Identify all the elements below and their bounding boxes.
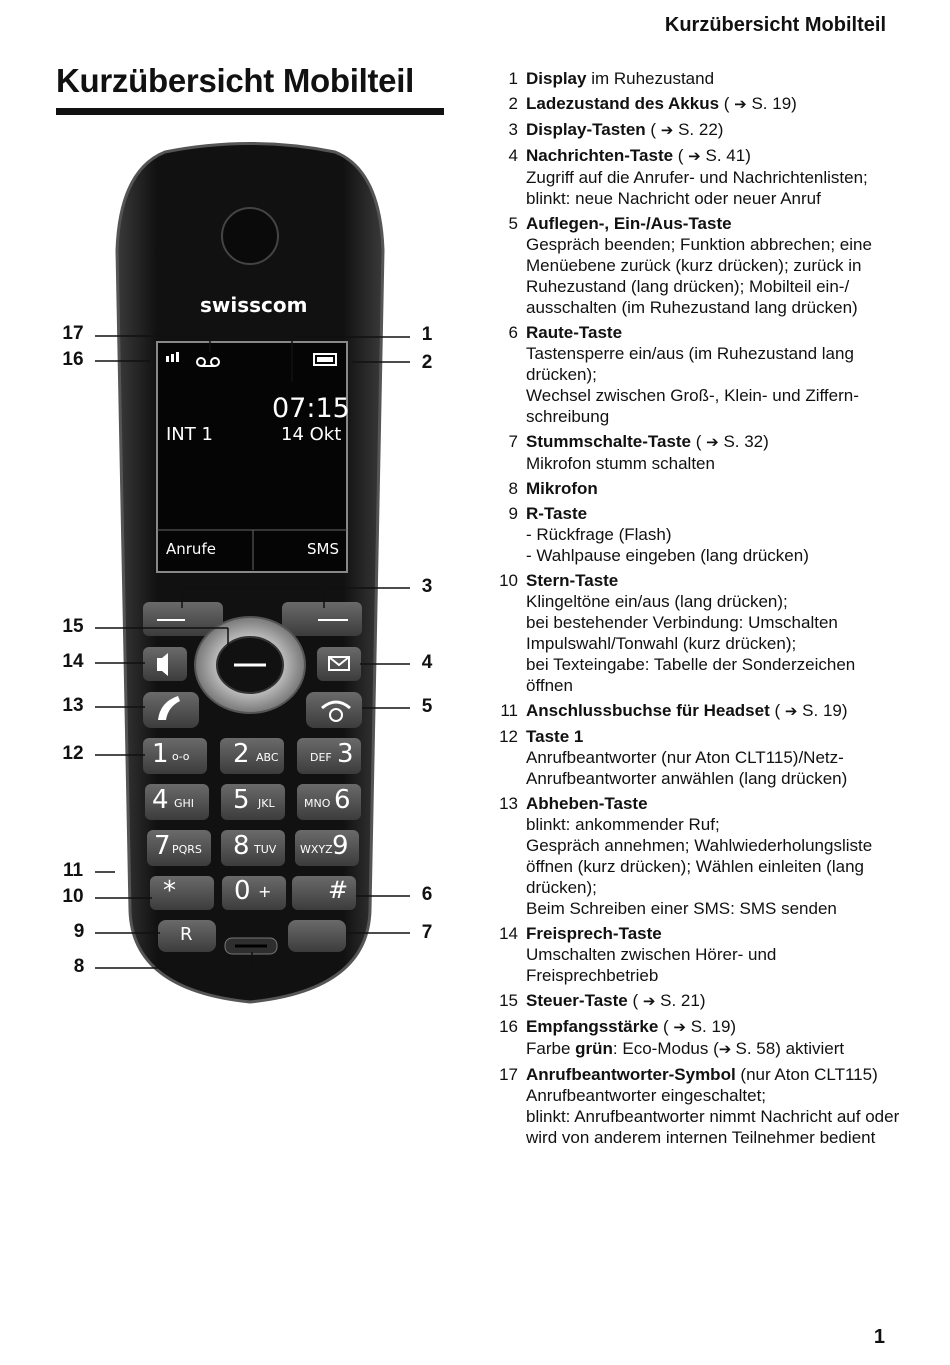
legend-description: - Rückfrage (Flash) xyxy=(526,525,672,544)
key-2-sub: ABC xyxy=(256,751,279,764)
page-reference: ( ➔ S. 19) xyxy=(658,1017,737,1036)
legend-description: Gespräch annehmen; Wahlwiederholungsliste öffnen (kurz drücken); Wählen einleiten (lang drücken); xyxy=(526,836,873,897)
arrow-right-icon: ➔ xyxy=(784,703,798,720)
legend-number: 2 xyxy=(508,94,518,113)
page-reference-text: S. 41 xyxy=(705,146,746,165)
callout-2: 2 xyxy=(421,352,433,373)
callout-4: 4 xyxy=(421,652,433,673)
arrow-right-icon: ➔ xyxy=(706,434,719,451)
key-4-digit: 4 xyxy=(152,785,169,815)
legend-number: 14 xyxy=(499,924,518,943)
legend-heading: Steuer-Taste xyxy=(526,991,628,1010)
legend-heading: Empfangsstärke xyxy=(526,1017,659,1036)
legend-number: 1 xyxy=(508,69,518,88)
key-star-symbol: * xyxy=(163,876,176,906)
legend-description: Mikrofon stumm schalten xyxy=(526,454,715,473)
earpiece xyxy=(222,208,278,264)
legend-description: bei bestehender Verbindung: Umschalten Impulswahl/Tonwahl (kurz drücken); xyxy=(526,613,838,653)
legend-number: 8 xyxy=(508,479,518,498)
page-title: Kurzübersicht Mobilteil xyxy=(56,62,414,99)
callout-15: 15 xyxy=(62,616,84,637)
legend-number: 7 xyxy=(508,432,518,451)
legend-number: 5 xyxy=(508,214,518,233)
legend-heading: Ladezustand des Akkus xyxy=(526,94,720,113)
display-time: 07:15 xyxy=(272,393,350,424)
display-line: INT 1 xyxy=(166,424,213,445)
legend-heading-suffix: im Ruhezustand xyxy=(586,69,715,88)
legend-item xyxy=(490,119,900,141)
callout-3: 3 xyxy=(421,576,433,597)
key-0 xyxy=(222,876,286,910)
legend-description: Gespräch beenden; Funktion abbrechen; eine Menüebene zurück (kurz drücken); zurück in Ruhezustand (lang drücken); Mobilteil ein-/ ausschalten (im Ruhezustand lang drücken) xyxy=(526,235,872,317)
legend-description: Anrufbeantworter (nur Aton CLT115)/Netz- Anrufbeantworter anwählen (lang drücken) xyxy=(526,748,848,788)
legend-heading-suffix: (nur Aton CLT115) xyxy=(735,1065,878,1084)
legend-description: Tastensperre ein/aus (im Ruhezustand lang drücken); xyxy=(526,344,854,384)
callout-12: 12 xyxy=(62,743,84,764)
page-reference-text: S. 32 xyxy=(723,432,764,451)
eco-mode-text: S. 58 xyxy=(735,1039,776,1058)
eco-mode-text: ) aktiviert xyxy=(775,1039,845,1058)
legend-heading: Mikrofon xyxy=(526,479,598,498)
running-head: Kurzübersicht Mobilteil xyxy=(664,14,886,36)
arrow-right-icon: ➔ xyxy=(718,1041,736,1058)
key-5-digit: 5 xyxy=(233,785,250,815)
page-reference-text: S. 22 xyxy=(678,120,718,139)
legend-item xyxy=(490,923,900,986)
key-1-digit: 1 xyxy=(152,739,169,769)
legend-description: Beim Schreiben einer SMS: SMS senden xyxy=(526,899,837,918)
softkey-label-left: Anrufe xyxy=(166,540,216,558)
key-star xyxy=(150,876,214,910)
legend-heading: Stummschalte-Taste xyxy=(526,432,692,451)
key-9-sub: WXYZ xyxy=(300,843,333,856)
signal-icon xyxy=(166,356,169,362)
legend-number: 17 xyxy=(499,1065,518,1084)
page-reference: ( ➔ S. 19) xyxy=(719,94,797,113)
title-rule xyxy=(56,108,444,115)
eco-mode-text: : Eco-Modus ( xyxy=(612,1039,719,1058)
legend-number: 3 xyxy=(508,120,518,139)
arrow-right-icon: ➔ xyxy=(660,122,674,139)
legend-description: Klingeltöne ein/aus (lang drücken); xyxy=(526,592,788,611)
legend-description: Anrufbeantworter eingeschaltet; xyxy=(526,1086,767,1105)
callout-17: 17 xyxy=(62,323,84,344)
callout-13: 13 xyxy=(62,695,84,716)
legend-item xyxy=(490,700,900,722)
legend-number: 6 xyxy=(508,323,518,342)
legend-number: 13 xyxy=(499,794,518,813)
page-reference: ( ➔ S. 32) xyxy=(691,432,769,451)
key-7-digit: 7 xyxy=(154,831,171,861)
legend-item xyxy=(490,68,900,89)
legend-item xyxy=(490,1016,900,1060)
key-5-sub: JKL xyxy=(258,797,275,810)
legend-number: 10 xyxy=(499,571,518,590)
display xyxy=(157,342,347,572)
key-3-digit: 3 xyxy=(337,739,354,769)
softkey-label-right: SMS xyxy=(307,540,339,558)
legend-heading: Anrufbeantworter-Symbol xyxy=(526,1065,736,1084)
eco-mode-line xyxy=(526,1038,900,1060)
legend-description: Wechsel zwischen Groß-, Klein- und Ziffern- schreibung xyxy=(526,386,859,426)
legend-item xyxy=(490,726,900,789)
key-8-sub: TUV xyxy=(254,843,277,856)
legend-item xyxy=(490,793,900,919)
callout-5: 5 xyxy=(421,696,433,717)
page-reference: ( ➔ S. 19) xyxy=(769,701,848,720)
callout-14: 14 xyxy=(62,651,84,672)
legend-number: 16 xyxy=(499,1017,518,1036)
legend-item xyxy=(490,431,900,474)
legend-heading: Display xyxy=(526,69,587,88)
legend-heading: Taste 1 xyxy=(526,727,584,746)
brand-logo: swisscom xyxy=(200,293,308,317)
page-number: 1 xyxy=(873,1326,885,1348)
key-1-sub: ο-ο xyxy=(172,750,190,763)
callout-7: 7 xyxy=(421,922,433,943)
legend-description: Zugriff auf die Anrufer- und Nachrichtenlisten; xyxy=(526,168,868,187)
callout-11: 11 xyxy=(62,860,84,881)
key-5 xyxy=(221,784,285,820)
arrow-right-icon: ➔ xyxy=(642,993,656,1010)
r-key-label: R xyxy=(180,924,193,945)
handset-figure xyxy=(0,130,470,1020)
page-reference: ( ➔ S. 22) xyxy=(645,120,724,139)
page-reference-text: S. 21 xyxy=(660,991,700,1010)
callout-9: 9 xyxy=(73,921,85,942)
legend-description: blinkt: ankommender Ruf; xyxy=(526,815,720,834)
page-reference-text: S. 19 xyxy=(690,1017,731,1036)
page-reference-text: S. 19 xyxy=(751,94,792,113)
eco-mode-text: Farbe xyxy=(526,1039,576,1058)
legend-description: - Wahlpause eingeben (lang drücken) xyxy=(526,546,809,565)
legend-heading: Anschlussbuchse für Headset xyxy=(526,701,770,720)
legend-heading: R-Taste xyxy=(526,504,588,523)
legend-description: bei Texteingabe: Tabelle der Sonderzeichen öffnen xyxy=(526,655,856,695)
legend-number: 15 xyxy=(499,991,518,1010)
legend-heading: Freisprech-Taste xyxy=(526,924,662,943)
legend-number: 4 xyxy=(508,146,518,165)
key-9-digit: 9 xyxy=(332,831,349,861)
callout-10: 10 xyxy=(62,886,84,907)
key-hash-symbol: # xyxy=(328,876,349,904)
arrow-right-icon: ➔ xyxy=(734,96,747,113)
legend-list xyxy=(490,68,900,1152)
legend-item xyxy=(490,990,900,1012)
legend-description: blinkt: Anrufbeantworter nimmt Nachricht auf oder wird von anderem internen Teilnehmer bedient xyxy=(526,1107,900,1147)
legend-heading: Stern-Taste xyxy=(526,571,619,590)
legend-item xyxy=(490,145,900,209)
callout-6: 6 xyxy=(421,884,433,905)
page-reference: ( ➔ S. 21) xyxy=(627,991,706,1010)
eco-mode-text: grün xyxy=(575,1039,613,1058)
legend-item xyxy=(490,570,900,696)
legend-number: 11 xyxy=(500,701,518,720)
talk-key xyxy=(143,692,199,728)
arrow-right-icon: ➔ xyxy=(688,148,701,165)
legend-heading: Nachrichten-Taste xyxy=(526,146,674,165)
legend-number: 12 xyxy=(499,727,518,746)
legend-number: 9 xyxy=(508,504,518,523)
legend-heading: Raute-Taste xyxy=(526,323,623,342)
legend-heading: Display-Tasten xyxy=(526,120,646,139)
key-0-digit: 0 xyxy=(234,876,251,906)
callout-8: 8 xyxy=(73,956,85,977)
key-7-sub: PQRS xyxy=(172,843,202,856)
legend-description: Umschalten zwischen Hörer- und Freisprechbetrieb xyxy=(526,945,777,985)
key-8-digit: 8 xyxy=(233,831,250,861)
key-3-sub: DEF xyxy=(310,751,332,764)
key-4-sub: GHI xyxy=(174,797,195,810)
legend-item xyxy=(490,478,900,499)
legend-item xyxy=(490,1064,900,1148)
page-reference: ( ➔ S. 41) xyxy=(673,146,751,165)
legend-item xyxy=(490,503,900,566)
key-2-digit: 2 xyxy=(233,739,250,769)
page-reference-text: S. 19 xyxy=(802,701,842,720)
callout-1: 1 xyxy=(421,324,433,345)
key-6-sub: MNO xyxy=(304,797,331,810)
legend-heading: Auflegen-, Ein-/Aus-Taste xyxy=(526,214,732,233)
legend-item xyxy=(490,322,900,427)
legend-item xyxy=(490,93,900,115)
arrow-right-icon: ➔ xyxy=(673,1019,686,1036)
display-date: 14 Okt xyxy=(281,424,342,445)
key-6-digit: 6 xyxy=(334,785,351,815)
callout-16: 16 xyxy=(62,349,84,370)
legend-description: blinkt: neue Nachricht oder neuer Anruf xyxy=(526,189,821,208)
key-0-sub: + xyxy=(258,882,272,901)
mute-key xyxy=(288,920,346,952)
legend-heading: Abheben-Taste xyxy=(526,794,648,813)
legend-item xyxy=(490,213,900,318)
